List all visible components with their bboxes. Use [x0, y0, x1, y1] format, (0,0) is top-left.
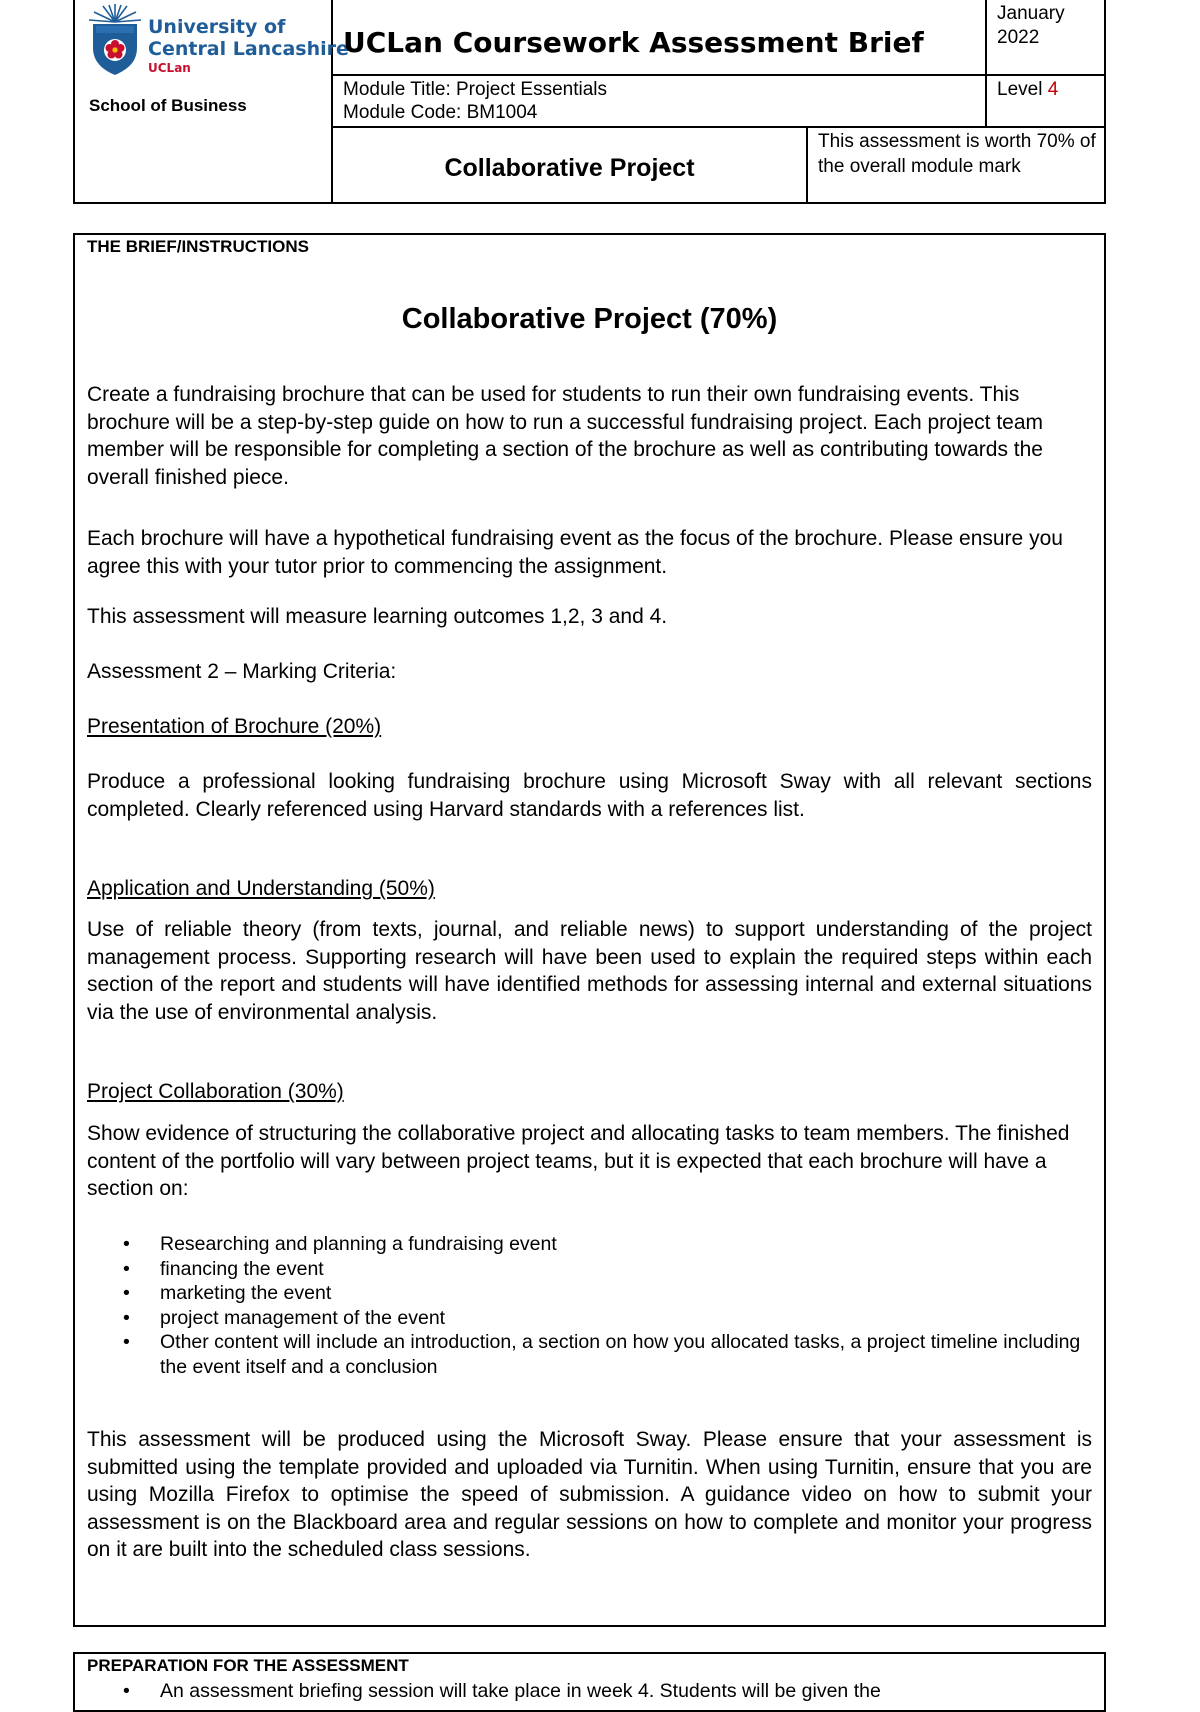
criteria-text: Show evidence of structuring the collaborative project and allocating tasks to team members. The finished content of the portfolio will vary between project teams, but it is expected that each brochure will have a section on: [87, 1122, 1070, 1200]
university-name-line1: University of [148, 16, 286, 38]
school-name: School of Business [89, 96, 247, 115]
university-abbrev: UCLan [148, 61, 191, 75]
section-label: PREPARATION FOR THE ASSESSMENT [87, 1656, 409, 1675]
list-item-text: Other content will include an introduction, a section on how you allocated tasks, a project timeline including the event itself and a conclusion [160, 1331, 1081, 1378]
list-item-text: marketing the event [160, 1282, 332, 1304]
section-label: THE BRIEF/INSTRUCTIONS [87, 237, 309, 256]
date-year: 2022 [997, 27, 1040, 48]
criteria-text: Produce a professional looking fundraising brochure using Microsoft Sway with all relevant sections completed. Clearly referenced using Harvard standards with a references list. [87, 770, 1092, 821]
list-item-text: An assessment briefing session will take place in week 4. Students will be given the [160, 1680, 881, 1702]
criteria-text: Use of reliable theory (from texts, journal, and reliable news) to support understanding of the project management process. Supporting research will have been used to explain the required steps within each section of the report and students will have identified methods for assessing internal and external situations via the use of environmental analysis. [87, 918, 1092, 1024]
university-name-line2: Central Lancashire [148, 38, 349, 60]
divider [985, 76, 987, 128]
list-item [87, 1679, 1092, 1704]
date-cell [997, 2, 1097, 50]
list-item [87, 1306, 1092, 1331]
main-heading: Collaborative Project (70%) [401, 303, 778, 335]
brief-title: UCLan Coursework Assessment Brief [343, 26, 924, 59]
intro-paragraph: Create a fundraising brochure that can be used for students to run their own fundraising events. This brochure will be a step-by-step guide on how to run a successful fundraising project. Each project team member will be responsible for completing a section of the brochure as well as contributing towards the overall finished piece. [87, 383, 1044, 489]
list-item-text: Researching and planning a fundraising event [160, 1233, 557, 1255]
divider [985, 0, 987, 76]
list-item [87, 1330, 1092, 1379]
module-title: Module Title: Project Essentials [343, 79, 608, 100]
bullet-glyph: • [123, 1680, 130, 1702]
criteria-intro: Assessment 2 – Marking Criteria: [87, 660, 397, 683]
list-item-text: project management of the event [160, 1306, 446, 1329]
bullet-glyph: • [123, 1331, 130, 1353]
module-code: Module Code: BM1004 [343, 102, 538, 123]
bullet-glyph: • [123, 1257, 130, 1280]
module-info [343, 78, 607, 124]
date-month: January [997, 3, 1065, 24]
divider [332, 74, 1106, 76]
brief-section [73, 233, 1106, 1627]
header-table [73, 0, 1106, 204]
bullet-glyph: • [123, 1233, 130, 1255]
submission-paragraph: This assessment will be produced using the Microsoft Sway. Please ensure that your assessment is submitted using the template provided and uploaded via Turnitin. When using Turnitin, ensure that you are using Mozilla Firefox to optimise the speed of submission. A guidance video on how to submit your assessment is on the Blackboard area and regular sessions on how to complete and monitor your progress on it are built into the scheduled class sessions. [87, 1428, 1092, 1561]
level-cell [997, 79, 1058, 101]
criteria-title: Application and Understanding (50%) [87, 877, 435, 900]
list-item [87, 1281, 1092, 1306]
assessment-title: Collaborative Project [444, 154, 695, 182]
outcomes-paragraph: This assessment will measure learning outcomes 1,2, 3 and 4. [87, 605, 668, 628]
divider [332, 126, 1106, 128]
level-value: 4 [1047, 79, 1059, 100]
list-item [87, 1257, 1092, 1282]
bullet-glyph: • [123, 1282, 130, 1304]
divider [806, 128, 808, 202]
list-item-text: financing the event [160, 1257, 324, 1280]
university-logo [85, 2, 349, 78]
assessment-weight: This assessment is worth 70% of the overall module mark [818, 131, 1096, 177]
level-label: Level [997, 79, 1043, 100]
university-crest-icon [85, 2, 145, 78]
preparation-section [73, 1652, 1106, 1712]
criteria-title: Project Collaboration (30%) [87, 1080, 344, 1103]
event-focus-paragraph: Each brochure will have a hypothetical fundraising event as the focus of the brochure. Please ensure you agree this with your tutor prior to commencing the assignment. [87, 527, 1063, 578]
list-item [87, 1232, 1092, 1257]
section-list [87, 1232, 1092, 1379]
criteria-title: Presentation of Brochure (20%) [87, 715, 382, 738]
bullet-glyph: • [123, 1306, 130, 1329]
preparation-list [87, 1679, 1092, 1704]
